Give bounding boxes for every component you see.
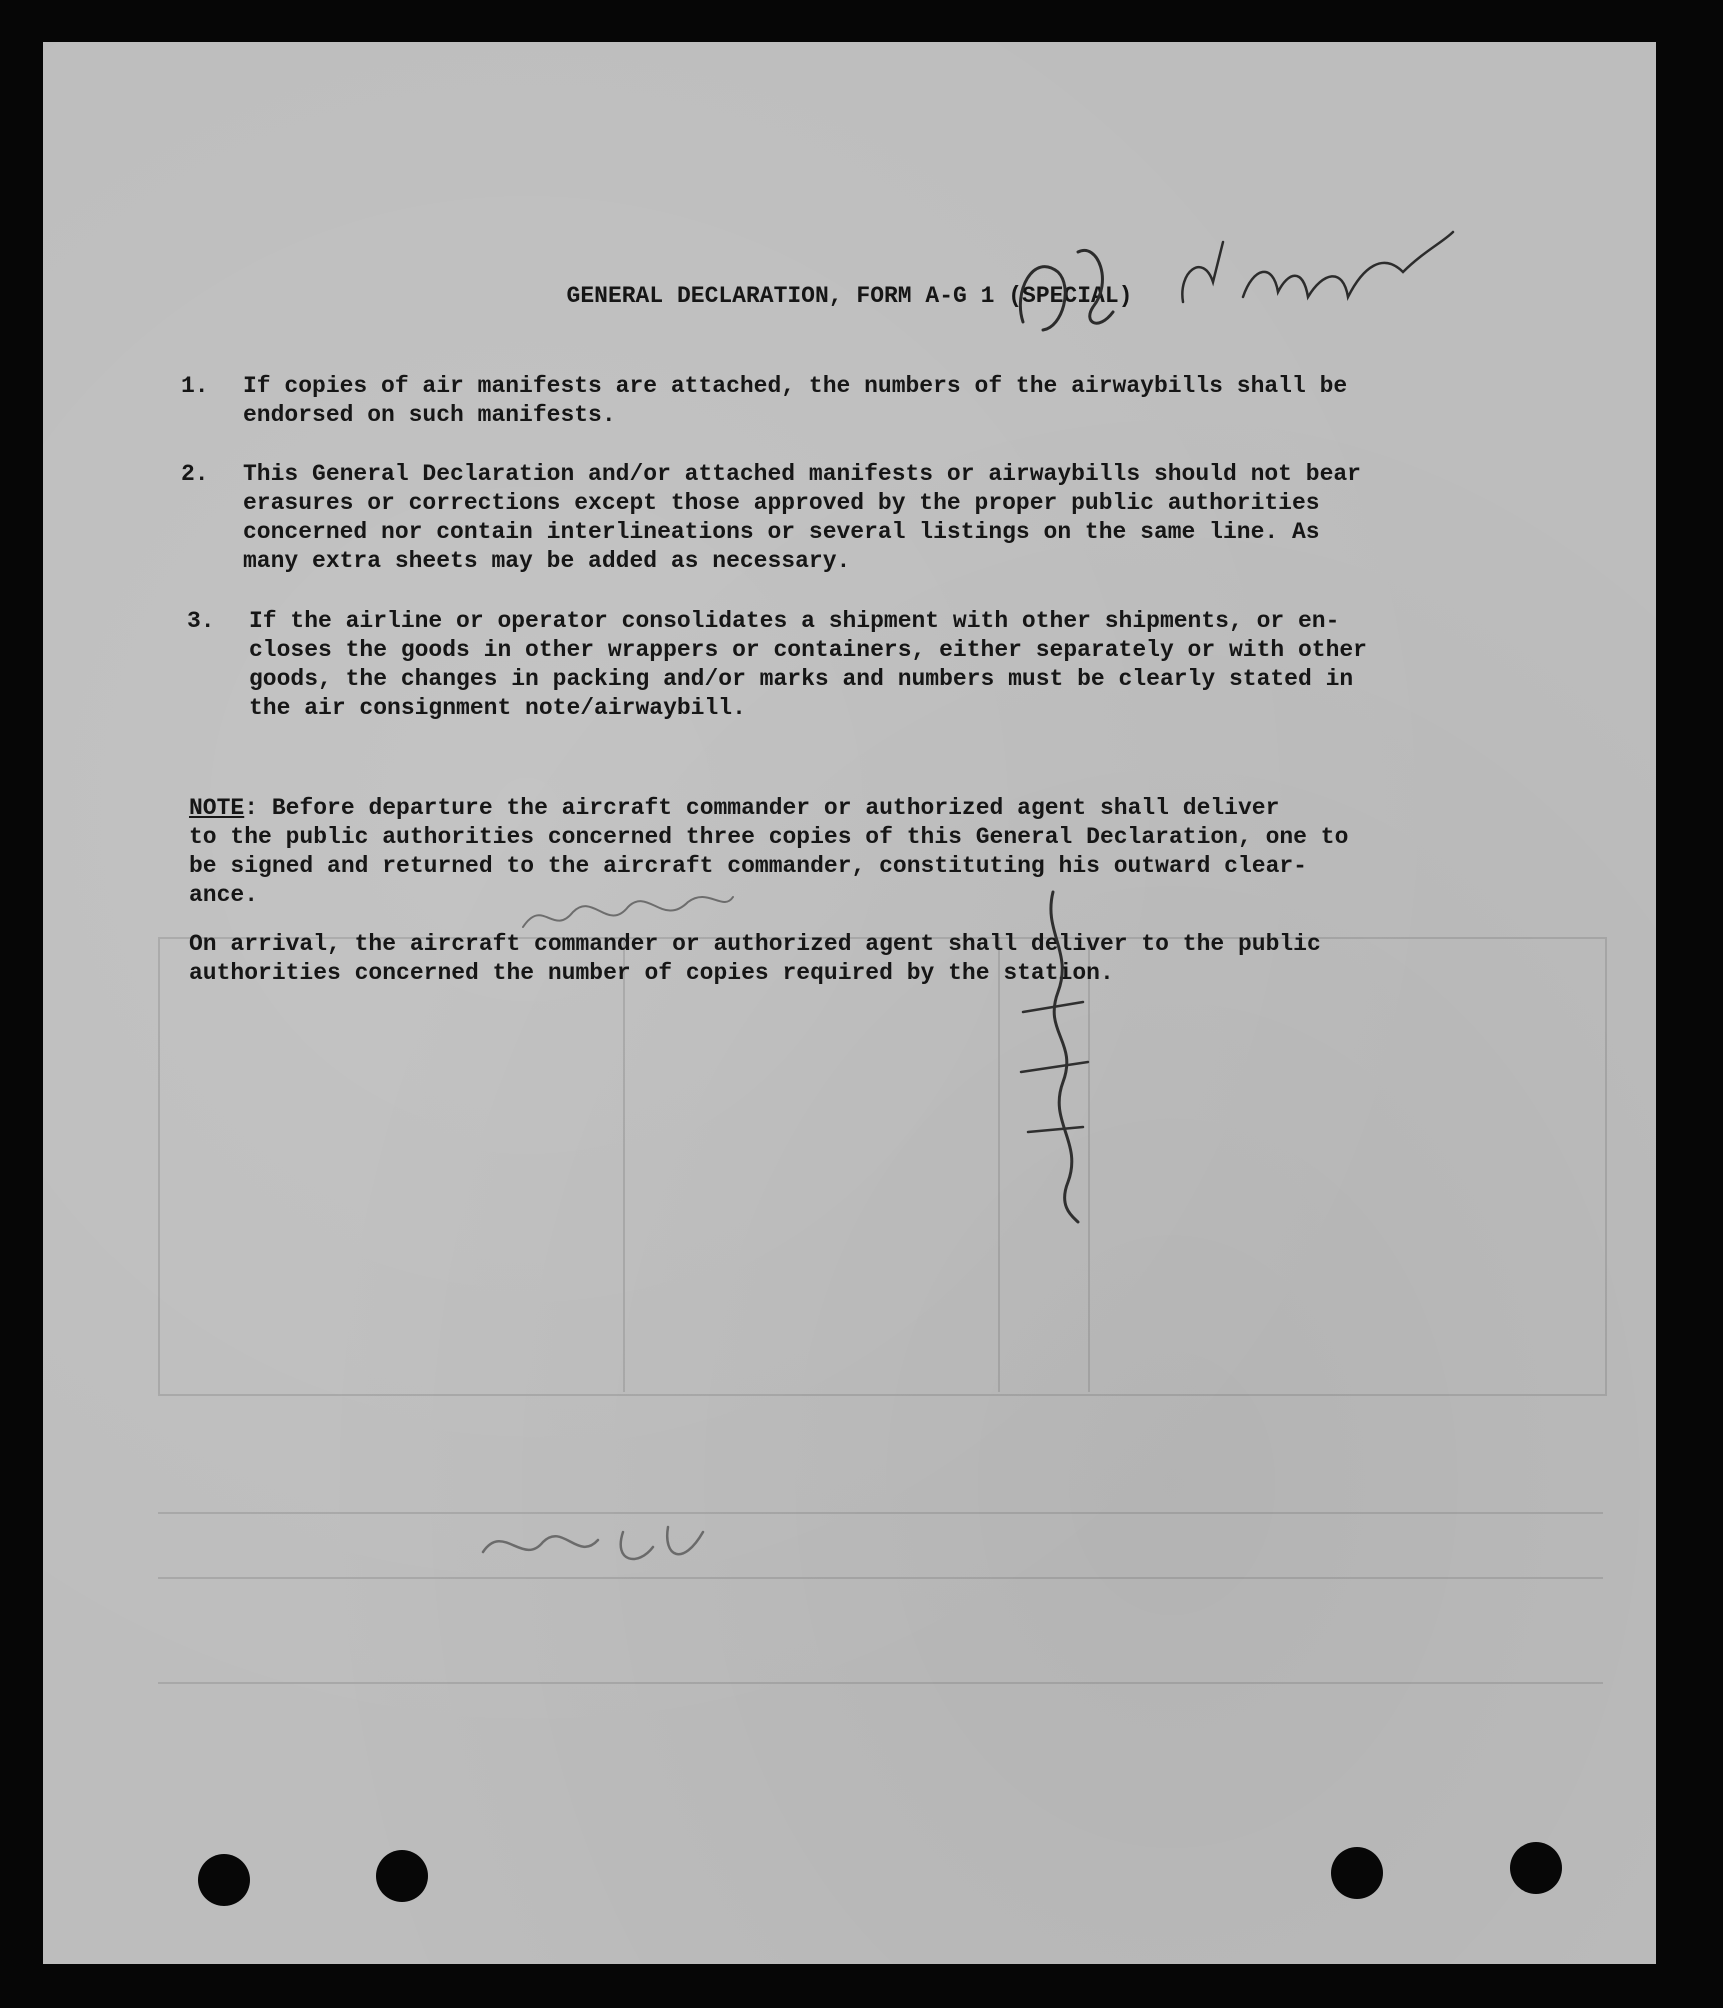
bleed-through-line: [623, 937, 625, 1392]
bleed-through-line: [1088, 937, 1090, 1392]
punch-hole: [198, 1854, 250, 1906]
handwritten-number-mark: [463, 1512, 723, 1582]
bleed-through-table: [158, 937, 1607, 1396]
punch-hole: [376, 1850, 428, 1902]
item-text: This General Declaration and/or attached manifests or airwaybills should not bear erasures or corrections except those approved by the proper public authorities concerned nor contain interlineations or several listings on the same line. As many extra sheets may be added as necessary.: [243, 461, 1361, 574]
bleed-through-line: [158, 1682, 1603, 1684]
arrival-paragraph: On arrival, the aircraft commander or authorized agent shall deliver to the public authorities concerned the number of copies required by the station.: [189, 931, 1321, 986]
bleed-through-line: [158, 1512, 1603, 1514]
item-number: 2.: [181, 461, 209, 487]
punch-hole: [1510, 1842, 1562, 1894]
item-number: 3.: [187, 608, 215, 634]
item-text: If copies of air manifests are attached, the numbers of the airwaybills shall be endorsed on such manifests.: [243, 373, 1348, 428]
note-paragraph: [189, 794, 1569, 910]
note-label: NOTE: [189, 795, 245, 821]
bleed-through-line: [158, 1577, 1603, 1579]
item-text: If the airline or operator consolidates a shipment with other shipments, or en- closes the goods in other wrappers or containers, either separately or with other goods, the changes in packing and/or marks and numbers must be clearly stated in the air consignment note/airwaybill.: [249, 608, 1367, 721]
document-page: [43, 42, 1656, 1964]
note-text: : Before departure the aircraft commander or authorized agent shall deliver to the public authorities concerned three copies of this General Declaration, one to be signed and returned to the aircraft commander, constituting his outward clear- ance.: [189, 795, 1349, 908]
item-number: 1.: [181, 373, 209, 399]
bleed-through-line: [998, 937, 1000, 1392]
punch-hole: [1331, 1847, 1383, 1899]
document-title: GENERAL DECLARATION, FORM A-G 1 (SPECIAL): [566, 283, 1133, 309]
